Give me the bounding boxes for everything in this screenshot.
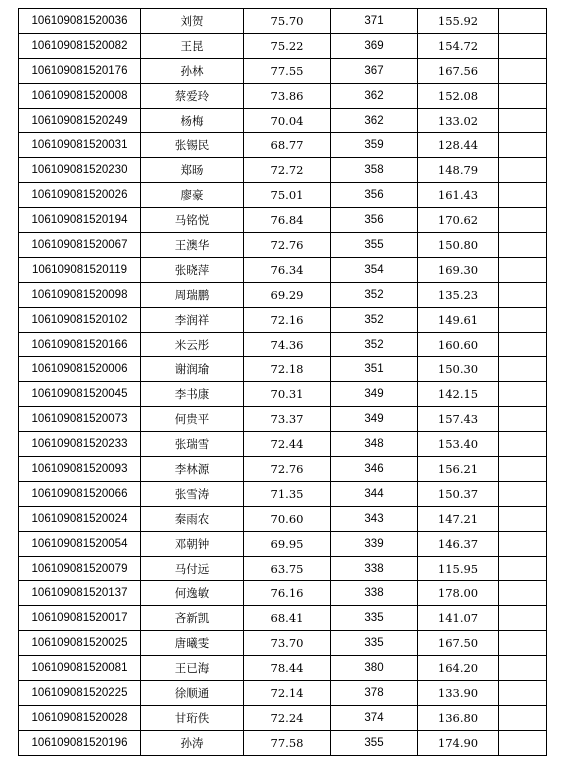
score-b-cell: 346 bbox=[331, 457, 418, 482]
score-b-cell: 339 bbox=[331, 531, 418, 556]
table-row bbox=[19, 631, 547, 656]
score-a-cell: 72.72 bbox=[244, 158, 331, 183]
score-b-cell: 356 bbox=[331, 183, 418, 208]
score-a-cell: 72.24 bbox=[244, 705, 331, 730]
total-score-cell: 150.30 bbox=[418, 357, 499, 382]
score-a-cell: 73.70 bbox=[244, 631, 331, 656]
table-row bbox=[19, 481, 547, 506]
candidate-name-cell: 邓朝钟 bbox=[141, 531, 244, 556]
candidate-name-cell: 徐顺通 bbox=[141, 681, 244, 706]
total-score-cell: 160.60 bbox=[418, 332, 499, 357]
note-cell bbox=[499, 631, 547, 656]
table-row bbox=[19, 581, 547, 606]
score-a-cell: 76.84 bbox=[244, 208, 331, 233]
candidate-name-cell: 甘珩佚 bbox=[141, 705, 244, 730]
score-b-cell: 352 bbox=[331, 282, 418, 307]
score-b-cell: 352 bbox=[331, 332, 418, 357]
candidate-id-cell: 106109081520054 bbox=[19, 531, 141, 556]
score-a-cell: 77.55 bbox=[244, 58, 331, 83]
note-cell bbox=[499, 382, 547, 407]
total-score-cell: 161.43 bbox=[418, 183, 499, 208]
score-b-cell: 338 bbox=[331, 556, 418, 581]
score-b-cell: 362 bbox=[331, 108, 418, 133]
score-b-cell: 378 bbox=[331, 681, 418, 706]
score-b-cell: 354 bbox=[331, 257, 418, 282]
score-a-cell: 75.70 bbox=[244, 9, 331, 34]
total-score-cell: 133.90 bbox=[418, 681, 499, 706]
total-score-cell: 115.95 bbox=[418, 556, 499, 581]
table-row bbox=[19, 556, 547, 581]
note-cell bbox=[499, 183, 547, 208]
score-a-cell: 63.75 bbox=[244, 556, 331, 581]
note-cell bbox=[499, 432, 547, 457]
table-row bbox=[19, 357, 547, 382]
table-row bbox=[19, 58, 547, 83]
score-b-cell: 355 bbox=[331, 233, 418, 258]
total-score-cell: 157.43 bbox=[418, 407, 499, 432]
note-cell bbox=[499, 656, 547, 681]
total-score-cell: 136.80 bbox=[418, 705, 499, 730]
score-b-cell: 338 bbox=[331, 581, 418, 606]
total-score-cell: 152.08 bbox=[418, 83, 499, 108]
candidate-id-cell: 106109081520024 bbox=[19, 506, 141, 531]
note-cell bbox=[499, 108, 547, 133]
candidate-name-cell: 马铭悦 bbox=[141, 208, 244, 233]
candidate-name-cell: 吝新凯 bbox=[141, 606, 244, 631]
total-score-cell: 167.56 bbox=[418, 58, 499, 83]
total-score-cell: 133.02 bbox=[418, 108, 499, 133]
total-score-cell: 149.61 bbox=[418, 307, 499, 332]
candidate-id-cell: 106109081520102 bbox=[19, 307, 141, 332]
table-row bbox=[19, 257, 547, 282]
candidate-id-cell: 106109081520008 bbox=[19, 83, 141, 108]
score-a-cell: 75.01 bbox=[244, 183, 331, 208]
score-b-cell: 374 bbox=[331, 705, 418, 730]
total-score-cell: 154.72 bbox=[418, 33, 499, 58]
score-b-cell: 380 bbox=[331, 656, 418, 681]
candidate-id-cell: 106109081520098 bbox=[19, 282, 141, 307]
table-row bbox=[19, 183, 547, 208]
candidate-name-cell: 王已海 bbox=[141, 656, 244, 681]
score-b-cell: 344 bbox=[331, 481, 418, 506]
table-row bbox=[19, 506, 547, 531]
candidate-name-cell: 秦雨农 bbox=[141, 506, 244, 531]
candidate-id-cell: 106109081520067 bbox=[19, 233, 141, 258]
total-score-cell: 146.37 bbox=[418, 531, 499, 556]
candidate-name-cell: 刘贺 bbox=[141, 9, 244, 34]
score-a-cell: 70.04 bbox=[244, 108, 331, 133]
table-row bbox=[19, 108, 547, 133]
candidate-id-cell: 106109081520119 bbox=[19, 257, 141, 282]
score-b-cell: 348 bbox=[331, 432, 418, 457]
table-row bbox=[19, 9, 547, 34]
candidate-id-cell: 106109081520137 bbox=[19, 581, 141, 606]
table-row bbox=[19, 531, 547, 556]
score-a-cell: 72.44 bbox=[244, 432, 331, 457]
candidate-name-cell: 张瑞雪 bbox=[141, 432, 244, 457]
score-a-cell: 68.77 bbox=[244, 133, 331, 158]
score-a-cell: 68.41 bbox=[244, 606, 331, 631]
total-score-cell: 155.92 bbox=[418, 9, 499, 34]
total-score-cell: 150.80 bbox=[418, 233, 499, 258]
candidate-id-cell: 106109081520082 bbox=[19, 33, 141, 58]
candidate-id-cell: 106109081520026 bbox=[19, 183, 141, 208]
note-cell bbox=[499, 556, 547, 581]
candidate-id-cell: 106109081520176 bbox=[19, 58, 141, 83]
candidate-name-cell: 廖豪 bbox=[141, 183, 244, 208]
note-cell bbox=[499, 208, 547, 233]
note-cell bbox=[499, 705, 547, 730]
candidate-name-cell: 李润祥 bbox=[141, 307, 244, 332]
total-score-cell: 150.37 bbox=[418, 481, 499, 506]
candidate-id-cell: 106109081520066 bbox=[19, 481, 141, 506]
candidate-name-cell: 谢润瑜 bbox=[141, 357, 244, 382]
score-a-cell: 73.86 bbox=[244, 83, 331, 108]
total-score-cell: 153.40 bbox=[418, 432, 499, 457]
score-b-cell: 349 bbox=[331, 382, 418, 407]
note-cell bbox=[499, 606, 547, 631]
score-b-cell: 351 bbox=[331, 357, 418, 382]
candidate-id-cell: 106109081520006 bbox=[19, 357, 141, 382]
total-score-cell: 156.21 bbox=[418, 457, 499, 482]
score-b-cell: 369 bbox=[331, 33, 418, 58]
total-score-cell: 148.79 bbox=[418, 158, 499, 183]
score-a-cell: 70.60 bbox=[244, 506, 331, 531]
table-row bbox=[19, 307, 547, 332]
total-score-cell: 178.00 bbox=[418, 581, 499, 606]
candidate-name-cell: 唐曦雯 bbox=[141, 631, 244, 656]
score-b-cell: 358 bbox=[331, 158, 418, 183]
note-cell bbox=[499, 158, 547, 183]
table-row bbox=[19, 83, 547, 108]
total-score-cell: 141.07 bbox=[418, 606, 499, 631]
candidate-name-cell: 张雪涛 bbox=[141, 481, 244, 506]
score-a-cell: 72.14 bbox=[244, 681, 331, 706]
table-row bbox=[19, 606, 547, 631]
note-cell bbox=[499, 457, 547, 482]
total-score-cell: 167.50 bbox=[418, 631, 499, 656]
candidate-id-cell: 106109081520093 bbox=[19, 457, 141, 482]
table-row bbox=[19, 432, 547, 457]
candidate-id-cell: 106109081520025 bbox=[19, 631, 141, 656]
candidate-name-cell: 李书康 bbox=[141, 382, 244, 407]
candidate-id-cell: 106109081520079 bbox=[19, 556, 141, 581]
note-cell bbox=[499, 233, 547, 258]
candidate-id-cell: 106109081520225 bbox=[19, 681, 141, 706]
note-cell bbox=[499, 357, 547, 382]
total-score-cell: 169.30 bbox=[418, 257, 499, 282]
table-row bbox=[19, 730, 547, 755]
candidate-id-cell: 106109081520036 bbox=[19, 9, 141, 34]
score-a-cell: 74.36 bbox=[244, 332, 331, 357]
score-b-cell: 335 bbox=[331, 631, 418, 656]
candidate-id-cell: 106109081520196 bbox=[19, 730, 141, 755]
score-a-cell: 69.95 bbox=[244, 531, 331, 556]
note-cell bbox=[499, 730, 547, 755]
score-b-cell: 352 bbox=[331, 307, 418, 332]
note-cell bbox=[499, 58, 547, 83]
note-cell bbox=[499, 9, 547, 34]
candidate-name-cell: 郑旸 bbox=[141, 158, 244, 183]
note-cell bbox=[499, 307, 547, 332]
score-a-cell: 75.22 bbox=[244, 33, 331, 58]
table-row bbox=[19, 158, 547, 183]
candidate-name-cell: 张锡民 bbox=[141, 133, 244, 158]
candidate-name-cell: 孙林 bbox=[141, 58, 244, 83]
table-row bbox=[19, 208, 547, 233]
candidate-name-cell: 何逸敏 bbox=[141, 581, 244, 606]
table-row bbox=[19, 382, 547, 407]
score-b-cell: 362 bbox=[331, 83, 418, 108]
score-table bbox=[18, 8, 547, 756]
candidate-name-cell: 周瑞鹏 bbox=[141, 282, 244, 307]
candidate-name-cell: 杨梅 bbox=[141, 108, 244, 133]
candidate-id-cell: 106109081520081 bbox=[19, 656, 141, 681]
table-row bbox=[19, 681, 547, 706]
score-b-cell: 355 bbox=[331, 730, 418, 755]
note-cell bbox=[499, 133, 547, 158]
score-a-cell: 69.29 bbox=[244, 282, 331, 307]
score-a-cell: 78.44 bbox=[244, 656, 331, 681]
score-table-body bbox=[19, 9, 547, 756]
score-a-cell: 73.37 bbox=[244, 407, 331, 432]
total-score-cell: 147.21 bbox=[418, 506, 499, 531]
total-score-cell: 164.20 bbox=[418, 656, 499, 681]
score-b-cell: 335 bbox=[331, 606, 418, 631]
note-cell bbox=[499, 681, 547, 706]
score-a-cell: 71.35 bbox=[244, 481, 331, 506]
table-row bbox=[19, 133, 547, 158]
total-score-cell: 170.62 bbox=[418, 208, 499, 233]
note-cell bbox=[499, 531, 547, 556]
note-cell bbox=[499, 506, 547, 531]
note-cell bbox=[499, 481, 547, 506]
table-row bbox=[19, 705, 547, 730]
note-cell bbox=[499, 282, 547, 307]
candidate-name-cell: 何贵平 bbox=[141, 407, 244, 432]
candidate-id-cell: 106109081520031 bbox=[19, 133, 141, 158]
candidate-name-cell: 马付远 bbox=[141, 556, 244, 581]
candidate-name-cell: 米云彤 bbox=[141, 332, 244, 357]
candidate-id-cell: 106109081520045 bbox=[19, 382, 141, 407]
note-cell bbox=[499, 83, 547, 108]
score-b-cell: 371 bbox=[331, 9, 418, 34]
total-score-cell: 142.15 bbox=[418, 382, 499, 407]
total-score-cell: 174.90 bbox=[418, 730, 499, 755]
candidate-name-cell: 王昆 bbox=[141, 33, 244, 58]
total-score-cell: 128.44 bbox=[418, 133, 499, 158]
candidate-id-cell: 106109081520233 bbox=[19, 432, 141, 457]
table-row bbox=[19, 457, 547, 482]
score-a-cell: 76.16 bbox=[244, 581, 331, 606]
table-row bbox=[19, 233, 547, 258]
candidate-name-cell: 张晓萍 bbox=[141, 257, 244, 282]
candidate-name-cell: 李林源 bbox=[141, 457, 244, 482]
score-a-cell: 70.31 bbox=[244, 382, 331, 407]
note-cell bbox=[499, 332, 547, 357]
candidate-id-cell: 106109081520073 bbox=[19, 407, 141, 432]
table-row bbox=[19, 407, 547, 432]
table-row bbox=[19, 656, 547, 681]
score-a-cell: 72.76 bbox=[244, 457, 331, 482]
note-cell bbox=[499, 407, 547, 432]
table-row bbox=[19, 282, 547, 307]
score-a-cell: 72.16 bbox=[244, 307, 331, 332]
score-b-cell: 359 bbox=[331, 133, 418, 158]
candidate-name-cell: 王澳华 bbox=[141, 233, 244, 258]
candidate-name-cell: 蔡爱玲 bbox=[141, 83, 244, 108]
note-cell bbox=[499, 257, 547, 282]
score-b-cell: 343 bbox=[331, 506, 418, 531]
candidate-id-cell: 106109081520017 bbox=[19, 606, 141, 631]
score-b-cell: 349 bbox=[331, 407, 418, 432]
candidate-name-cell: 孙涛 bbox=[141, 730, 244, 755]
note-cell bbox=[499, 33, 547, 58]
candidate-id-cell: 106109081520028 bbox=[19, 705, 141, 730]
score-b-cell: 356 bbox=[331, 208, 418, 233]
table-row bbox=[19, 332, 547, 357]
score-b-cell: 367 bbox=[331, 58, 418, 83]
note-cell bbox=[499, 581, 547, 606]
candidate-id-cell: 106109081520166 bbox=[19, 332, 141, 357]
score-a-cell: 77.58 bbox=[244, 730, 331, 755]
candidate-id-cell: 106109081520249 bbox=[19, 108, 141, 133]
total-score-cell: 135.23 bbox=[418, 282, 499, 307]
score-a-cell: 72.76 bbox=[244, 233, 331, 258]
score-a-cell: 72.18 bbox=[244, 357, 331, 382]
table-row bbox=[19, 33, 547, 58]
score-a-cell: 76.34 bbox=[244, 257, 331, 282]
candidate-id-cell: 106109081520194 bbox=[19, 208, 141, 233]
candidate-id-cell: 106109081520230 bbox=[19, 158, 141, 183]
